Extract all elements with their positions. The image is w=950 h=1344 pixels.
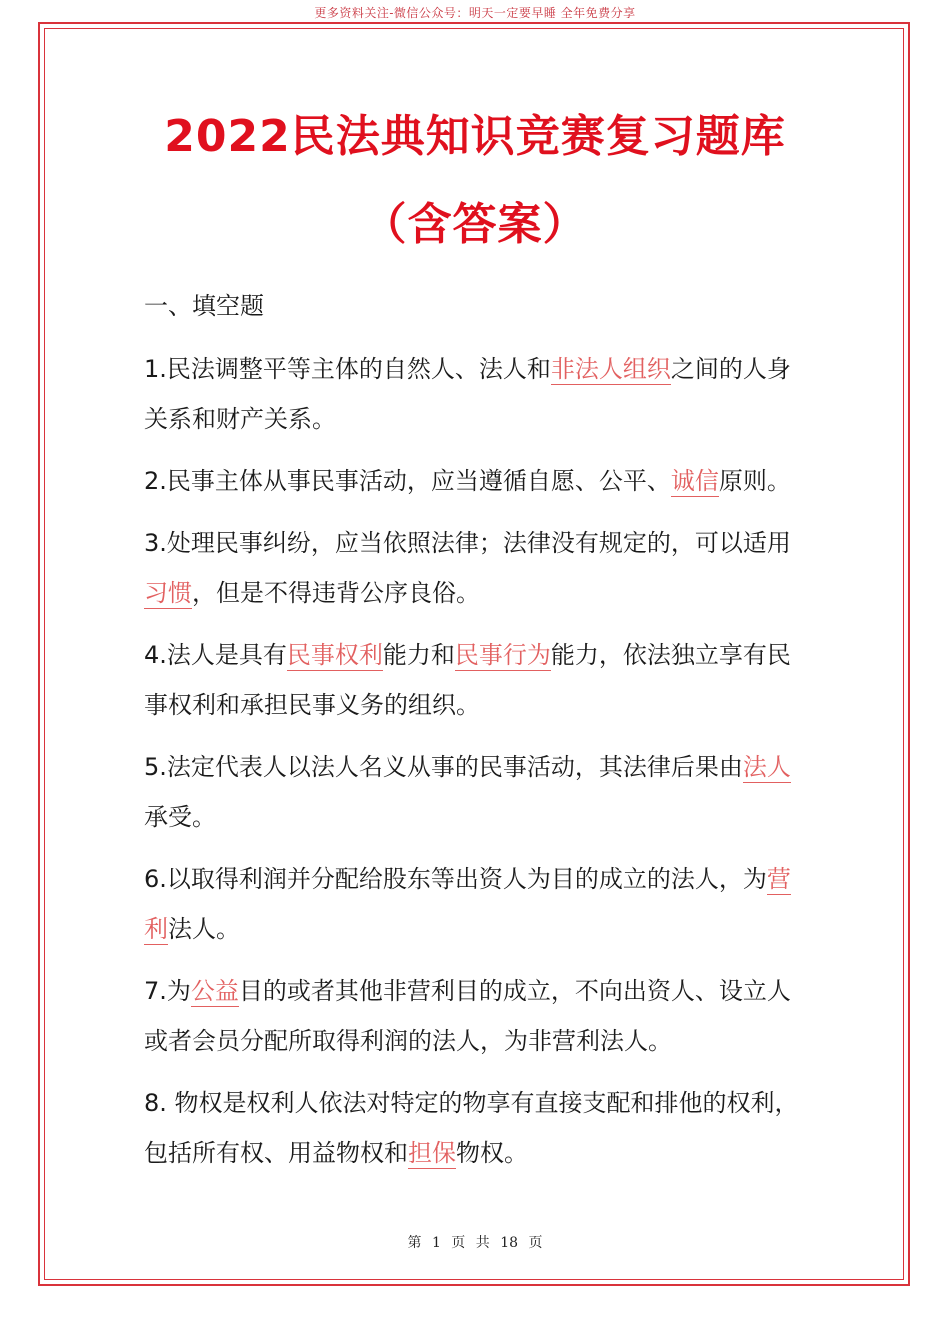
top-banner: 更多资料关注-微信公众号：明天一定要早睡 全年免费分享 [314, 6, 636, 20]
question-1: 1.民法调整平等主体的自然人、法人和非法人组织之间的人身关系和财产关系。 [144, 355, 791, 433]
answer-blank: 非法人组织 [550, 355, 671, 383]
answer-blank: 民事行为 [454, 641, 551, 669]
question-5: 5.法定代表人以法人名义从事的民事活动，其法律后果由法人承受。 [144, 753, 791, 831]
page-number: 第 1 页 共 18 页 [407, 1235, 543, 1251]
answer-blank: 公益 [190, 977, 239, 1005]
answer-blank: 诚信 [670, 467, 719, 495]
question-list [144, 344, 810, 1190]
answer-blank: 法人 [742, 753, 791, 781]
answer-blank: 营利 [144, 865, 791, 943]
section-heading: 一、填空题 [144, 292, 264, 320]
question-6: 6.以取得利润并分配给股东等出资人为目的成立的法人，为营利法人。 [144, 865, 791, 943]
answer-blank: 担保 [408, 1139, 456, 1167]
answer-blank: 民事权利 [286, 641, 383, 669]
answer-blank: 习惯 [144, 579, 192, 607]
page-title: 2022民法典知识竞赛复习题库 [164, 111, 786, 162]
question-7: 7.为公益目的或者其他非营利目的成立，不向出资人、设立人或者会员分配所取得利润的法人，为非营利法人。 [144, 977, 791, 1055]
question-3: 3.处理民事纠纷，应当依照法律；法律没有规定的，可以适用习惯，但是不得违背公序良俗。 [144, 529, 791, 607]
page-subtitle: （含答案） [362, 199, 588, 250]
question-2: 2.民事主体从事民事活动，应当遵循自愿、公平、诚信原则。 [144, 467, 791, 495]
question-8: 8. 物权是权利人依法对特定的物享有直接支配和排他的权利，包括所有权、用益物权和担保物权。 [144, 1089, 799, 1167]
question-4: 4.法人是具有民事权利能力和民事行为能力，依法独立享有民事权利和承担民事义务的组织。 [144, 641, 791, 719]
